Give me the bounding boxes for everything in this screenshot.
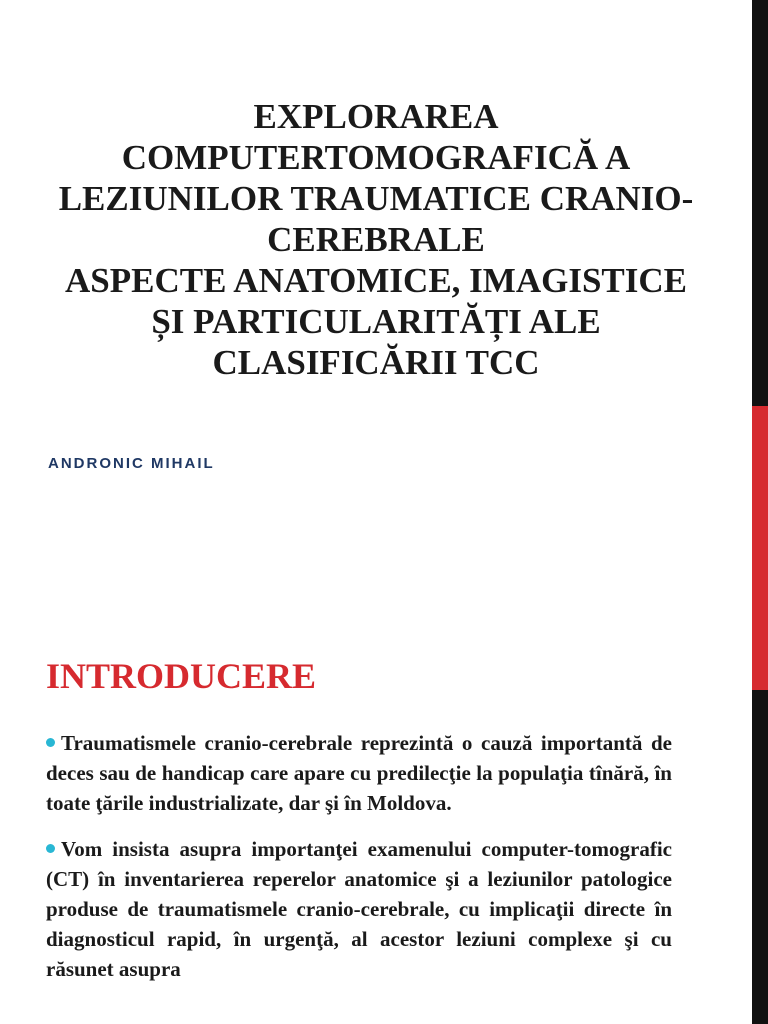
bullet-text: Traumatismele cranio-cerebrale reprezintă o cauză importantă de deces sau de handicap care apare cu predilecţie la populaţia tînără, în toate ţările industrializate, dar şi în Moldova. [46,731,672,815]
title-line: CEREBRALE [267,220,485,259]
side-bar-dark [752,0,768,406]
side-bar-red [752,406,768,690]
title-line: EXPLORAREA [253,97,499,136]
title-line: ASPECTE ANATOMICE, IMAGISTICE [64,261,688,300]
title-line: LEZIUNILOR TRAUMATICE CRANIO- [58,179,694,218]
bullet-item [46,834,672,984]
slide-title [0,96,752,383]
intro-heading: INTRODUCERE [46,656,317,696]
bullet-list [46,728,672,1000]
bullet-text: Vom insista asupra importanţei examenului computer-tomografic (CT) în inventarierea reperelor anatomice şi a leziunilor patologice produse de traumatismele cranio-cerebrale, cu implicaţii directe în diagnosticul rapid, în urgenţă, al acestor leziuni complexe şi cu răsunet asupra [46,837,672,981]
title-line: ȘI PARTICULARITĂȚI ALE [151,302,601,341]
bullet-dot-icon [46,738,55,747]
bullet-item [46,728,672,818]
title-line: COMPUTERTOMOGRAFICĂ A [121,138,631,177]
author-name: ANDRONIC MIHAIL [48,455,215,472]
side-bar-dark-lower [752,690,768,1024]
bullet-dot-icon [46,844,55,853]
title-line: CLASIFICĂRII TCC [212,343,540,382]
